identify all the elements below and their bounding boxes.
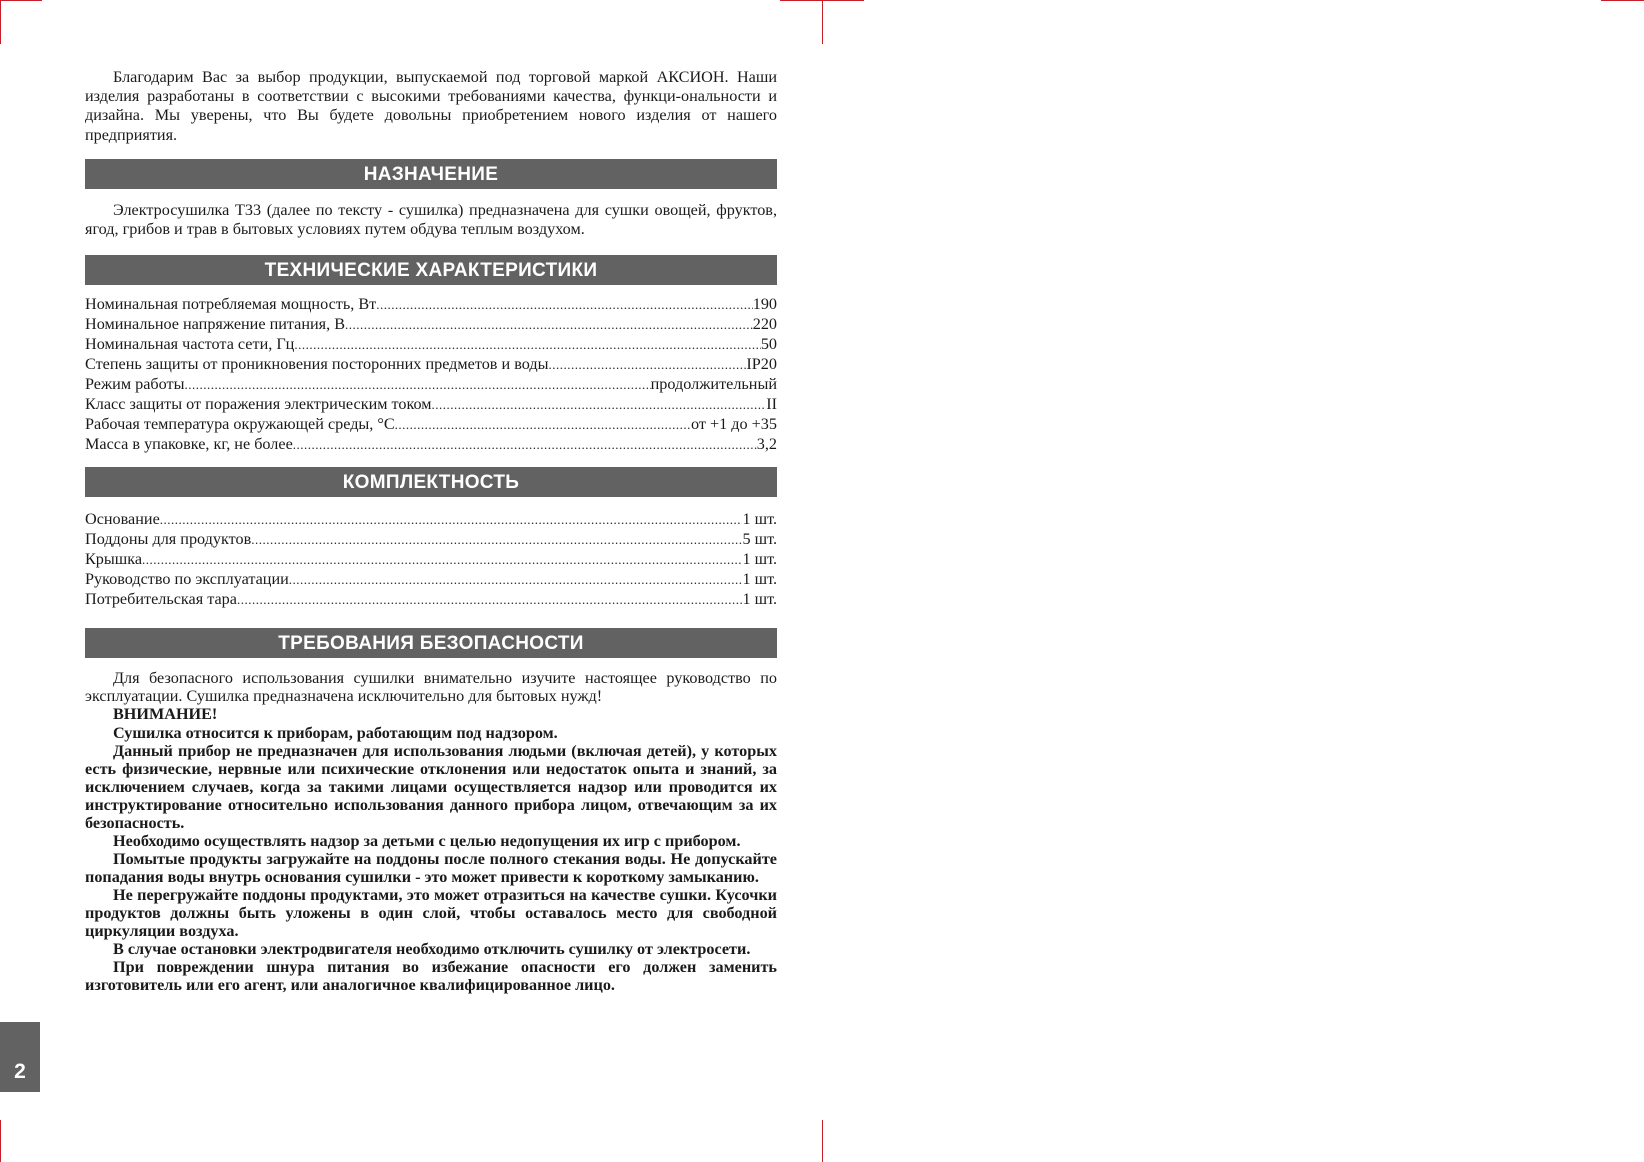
- spec-row: Степень защиты от проникновения посторонних предметов и воды ..... IP20: [85, 354, 777, 374]
- spec-row: Номинальная частота сети, Гц ..... 50: [85, 334, 777, 354]
- safety-paragraph: Сушилка относится к приборам, работающим под надзором.: [113, 724, 558, 743]
- safety-paragraph: Необходимо осуществлять надзор за детьми с целью недопущения их игр с прибором.: [113, 832, 741, 851]
- crop-mark: [822, 0, 823, 44]
- spec-row: Номинальная потребляемая мощность, Вт ..... 190: [85, 294, 777, 314]
- kit-list: [85, 509, 777, 609]
- section-title-purpose: НАЗНАЧЕНИЕ: [85, 159, 777, 189]
- intro-paragraph: Благодарим Вас за выбор продукции, выпускаемой под торговой маркой АКСИОН. Наши изделия разработаны в соответствии с высокими требованиями качества, функци-ональности и дизайна. Мы уверены, что Вы будете довольны приобретением нового изделия от нашего предприятия.: [85, 68, 777, 144]
- spec-row: Масса в упаковке, кг, не более ..... 3,2: [85, 434, 777, 454]
- spec-row: Номинальное напряжение питания, В ..... 220: [85, 314, 777, 334]
- kit-row: Поддоны для продуктов ..... 5 шт.: [85, 529, 777, 549]
- crop-mark: [0, 1120, 1, 1162]
- safety-paragraph: Не перегружайте поддоны продуктами, это может отразиться на качестве сушки. Кусочки продуктов должны быть уложены в один слой, чтобы оставалось место для свободной циркуляции воздуха.: [85, 886, 777, 941]
- kit-row: Руководство по эксплуатации ..... 1 шт.: [85, 569, 777, 589]
- crop-mark: [822, 1120, 823, 1162]
- kit-row: Основание ..... 1 шт.: [85, 509, 777, 529]
- safety-paragraph: При повреждении шнура питания во избежание опасности его должен заменить изготовитель или его агент, или аналогичное квалифицированное лицо.: [85, 958, 777, 995]
- spec-row: Режим работы ..... продолжительный: [85, 374, 777, 394]
- specs-list: [85, 294, 777, 454]
- section-title-safety: ТРЕБОВАНИЯ БЕЗОПАСНОСТИ: [85, 628, 777, 658]
- spec-row: Класс защиты от поражения электрическим током ..... II: [85, 394, 777, 414]
- purpose-text: Электросушилка Т33 (далее по тексту - сушилка) предназначена для сушки овощей, фруктов, ягод, грибов и трав в бытовых условиях путем обдува теплым воздухом.: [85, 200, 777, 239]
- safety-paragraph: В случае остановки электродвигателя необходимо отключить сушилку от электросети.: [113, 940, 751, 959]
- section-title-specs: ТЕХНИЧЕСКИЕ ХАРАКТЕРИСТИКИ: [85, 255, 777, 285]
- crop-mark: [1601, 0, 1644, 1]
- attention-heading: ВНИМАНИЕ!: [113, 705, 218, 724]
- crop-mark: [0, 0, 42, 1]
- section-title-kit: КОМПЛЕКТНОСТЬ: [85, 467, 777, 497]
- crop-mark: [0, 0, 1, 44]
- kit-row: Потребительская тара ..... 1 шт.: [85, 589, 777, 609]
- page-number: 2: [0, 1022, 40, 1092]
- safety-paragraph: Помытые продукты загружайте на поддоны после полного стекания воды. Не допускайте попадания воды внутрь основания сушилки - это может привести к короткому замыканию.: [85, 850, 777, 887]
- spec-row: Рабочая температура окружающей среды, °С ..... от +1 до +35: [85, 414, 777, 434]
- safety-intro: Для безопасного использования сушилки внимательно изучите настоящее руководство по эксплуатации. Сушилка предназначена исключительно для бытовых нужд!: [85, 669, 777, 706]
- kit-row: Крышка ..... 1 шт.: [85, 549, 777, 569]
- manual-page: [85, 68, 777, 994]
- safety-paragraph: Данный прибор не предназначен для использования людьми (включая детей), у которых есть физические, нервные или психические отклонения или недостаток опыта и знаний, за исключением случаев, когда за такими лицами осуществляется надзор или проводится их инструктирование относительно использования данного прибора лицом, отвечающим за их безопасность.: [85, 742, 777, 833]
